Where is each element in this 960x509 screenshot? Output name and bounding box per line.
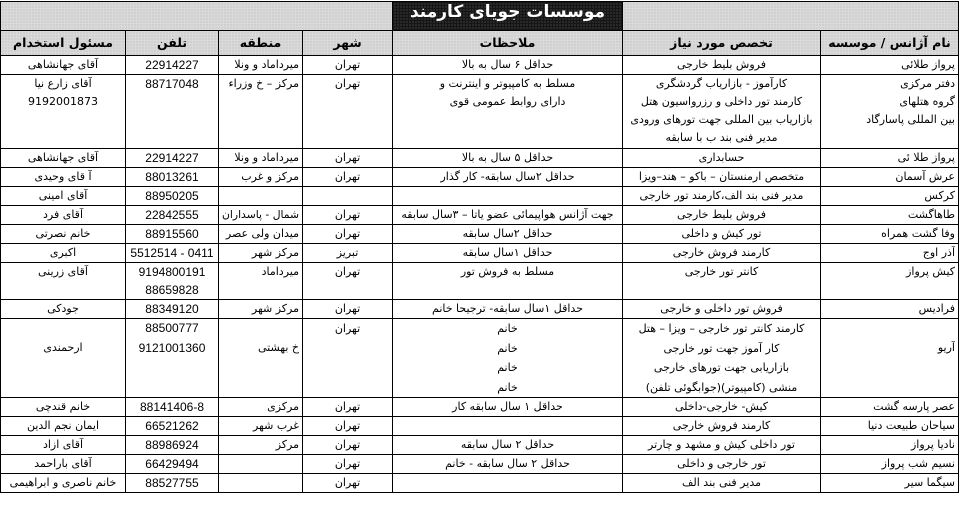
required-specialty: مدیر فنی بند ب با سابقه bbox=[665, 131, 778, 144]
recruiter-name: آقای فرد bbox=[43, 208, 83, 221]
cell-phone bbox=[126, 168, 219, 187]
agency-name: گروه هتلهای bbox=[899, 95, 955, 108]
cell-area bbox=[219, 225, 303, 244]
agency-name: آریو bbox=[937, 341, 955, 354]
cell-name bbox=[821, 225, 959, 244]
table-row bbox=[1, 75, 959, 149]
area-name: شمال - پاسداران bbox=[222, 208, 299, 221]
cell-recruiter bbox=[1, 417, 126, 436]
header-row bbox=[1, 31, 959, 56]
notes-text: مسلط به فروش تور bbox=[460, 265, 555, 278]
notes-text: دارای روابط عمومی قوی bbox=[449, 95, 566, 108]
cell-phone bbox=[126, 436, 219, 455]
cell-area bbox=[219, 455, 303, 474]
area-name: مرکز و غرب bbox=[241, 170, 299, 183]
cell-name bbox=[821, 56, 959, 75]
cell-recruiter bbox=[1, 206, 126, 225]
table-row bbox=[1, 149, 959, 168]
notes-text: حداقل ۵ سال به بالا bbox=[461, 151, 554, 164]
phone-number: 88527755 bbox=[145, 476, 199, 490]
cell-name bbox=[821, 436, 959, 455]
cell-notes bbox=[393, 417, 623, 436]
cell-notes bbox=[393, 149, 623, 168]
phone-number: 88141406-8 bbox=[139, 400, 205, 414]
column-header-notes bbox=[393, 31, 623, 56]
cell-specialty bbox=[623, 225, 821, 244]
phone-number: 88500777 bbox=[145, 321, 199, 335]
column-header-label: منطقه bbox=[239, 35, 282, 50]
phone-number: 88659828 bbox=[145, 283, 199, 297]
city-name: تهران bbox=[334, 457, 361, 470]
cell-notes bbox=[393, 455, 623, 474]
cell-phone bbox=[126, 319, 219, 398]
city-name: تهران bbox=[334, 208, 361, 221]
table-row bbox=[1, 300, 959, 319]
notes-text: حداقل ۲سال سابقه bbox=[462, 227, 553, 240]
cell-name bbox=[821, 149, 959, 168]
cell-notes bbox=[393, 300, 623, 319]
table-row bbox=[1, 474, 959, 493]
title-row bbox=[1, 2, 959, 31]
required-specialty: کارمند فروش خارجی bbox=[672, 246, 771, 259]
column-header-agency bbox=[821, 31, 959, 56]
notes-text: حداقل ۲ سال سابقه bbox=[460, 438, 555, 451]
agency-name: سیگما سیر bbox=[904, 476, 955, 489]
cell-name bbox=[821, 455, 959, 474]
cell-city bbox=[303, 474, 393, 493]
column-header-phone bbox=[126, 31, 219, 56]
cell-phone bbox=[126, 244, 219, 263]
table-row bbox=[1, 319, 959, 398]
column-header-label: تخصص مورد نیاز bbox=[670, 35, 773, 50]
notes-text: حداقل ۶ سال به بالا bbox=[461, 58, 554, 71]
notes-text: خانم bbox=[497, 361, 518, 374]
cell-notes bbox=[393, 187, 623, 206]
table-row bbox=[1, 417, 959, 436]
area-name: مرکزی bbox=[267, 400, 299, 413]
table-row bbox=[1, 398, 959, 417]
table-row bbox=[1, 56, 959, 75]
required-specialty: تور خارجی و داخلی bbox=[677, 457, 766, 470]
cell-specialty bbox=[623, 263, 821, 300]
recruiter-name: 9192001873 bbox=[28, 95, 98, 108]
required-specialty: متخصص ارمنستان – باکو – هند–ویزا bbox=[638, 170, 805, 183]
cell-name bbox=[821, 263, 959, 300]
phone-number: 88986924 bbox=[145, 438, 199, 452]
recruiter-name: آقای امینی bbox=[38, 189, 88, 202]
recruiter-name: آقای زارع نیا bbox=[34, 77, 92, 90]
cell-recruiter bbox=[1, 436, 126, 455]
cell-notes bbox=[393, 168, 623, 187]
cell-city bbox=[303, 263, 393, 300]
cell-specialty bbox=[623, 206, 821, 225]
cell-name bbox=[821, 398, 959, 417]
cell-specialty bbox=[623, 300, 821, 319]
title-side-cell-right bbox=[623, 2, 959, 31]
title-side-cell-left bbox=[1, 2, 393, 31]
required-specialty: مدیر فنی بند الف،کارمند تور خارجی bbox=[639, 189, 804, 202]
cell-phone bbox=[126, 187, 219, 206]
phone-number: 9121001360 bbox=[138, 340, 206, 355]
cell-phone bbox=[126, 225, 219, 244]
cell-city bbox=[303, 168, 393, 187]
cell-name bbox=[821, 206, 959, 225]
cell-specialty bbox=[623, 187, 821, 206]
cell-notes bbox=[393, 206, 623, 225]
area-name: غرب شهر bbox=[252, 419, 299, 432]
notes-text: جهت آژانس هواپیمائی عضو یاتا – ۳سال سابقه bbox=[401, 208, 614, 221]
table-title: موسسات جویای کارمند bbox=[393, 2, 623, 31]
agency-name: کیش پرواز bbox=[906, 265, 955, 278]
table-row bbox=[1, 263, 959, 300]
cell-area bbox=[219, 436, 303, 455]
cell-phone bbox=[126, 263, 219, 300]
city-name: تهران bbox=[334, 151, 361, 164]
cell-area bbox=[219, 187, 303, 206]
agency-name: بین المللی پاسارگاد bbox=[866, 113, 955, 126]
cell-specialty bbox=[623, 455, 821, 474]
cell-recruiter bbox=[1, 398, 126, 417]
notes-text: مسلط به کامپیوتر و اینترنت و bbox=[439, 77, 576, 90]
cell-notes bbox=[393, 474, 623, 493]
cell-name bbox=[821, 244, 959, 263]
cell-notes bbox=[393, 225, 623, 244]
cell-phone bbox=[126, 300, 219, 319]
city-name: تهران bbox=[334, 77, 361, 90]
agency-name: کرکس bbox=[924, 189, 955, 202]
phone-number: 88013261 bbox=[145, 170, 199, 184]
recruiter-name: آقای جهانشاهی bbox=[27, 58, 99, 71]
cell-area bbox=[219, 319, 303, 398]
required-specialty: فروش تور داخلی و خارجی bbox=[660, 302, 783, 315]
cell-phone bbox=[126, 75, 219, 149]
phone-number: 22914227 bbox=[145, 151, 199, 165]
phone-number: 9194800191 bbox=[138, 265, 206, 279]
cell-notes bbox=[393, 263, 623, 300]
cell-recruiter bbox=[1, 75, 126, 149]
required-specialty: کیش- خارجی-داخلی bbox=[674, 400, 768, 413]
cell-notes bbox=[393, 56, 623, 75]
recruiter-name: آقای باراحمد bbox=[34, 457, 92, 470]
table-row bbox=[1, 455, 959, 474]
required-specialty: منشی (کامپیوتر)(جوابگوئی تلفن) bbox=[645, 380, 798, 394]
city-name: تهران bbox=[334, 476, 361, 489]
cell-recruiter bbox=[1, 474, 126, 493]
cell-city bbox=[303, 206, 393, 225]
cell-area bbox=[219, 398, 303, 417]
area-name: مرکز bbox=[275, 438, 299, 451]
table-row bbox=[1, 206, 959, 225]
cell-phone bbox=[126, 56, 219, 75]
cell-area bbox=[219, 75, 303, 149]
required-specialty: کار آموز جهت تور خارجی bbox=[663, 341, 780, 355]
phone-number: 66429494 bbox=[145, 457, 199, 471]
notes-text: حداقل ۲سال سابقه- کار گذار bbox=[440, 170, 575, 183]
phone-number: 88349120 bbox=[145, 302, 199, 316]
cell-city bbox=[303, 225, 393, 244]
cell-name bbox=[821, 300, 959, 319]
area-name: میرداماد و ونلا bbox=[234, 58, 299, 71]
agency-name: طاهاگشت bbox=[907, 208, 955, 221]
cell-city bbox=[303, 187, 393, 206]
cell-city bbox=[303, 149, 393, 168]
city-name: تهران bbox=[334, 322, 361, 335]
phone-number: 88950205 bbox=[145, 189, 199, 203]
table-row bbox=[1, 168, 959, 187]
cell-recruiter bbox=[1, 263, 126, 300]
cell-city bbox=[303, 319, 393, 398]
required-specialty: کارمند فروش خارجی bbox=[672, 419, 771, 432]
cell-phone bbox=[126, 455, 219, 474]
agency-name: عرش آسمان bbox=[895, 170, 955, 183]
cell-area bbox=[219, 244, 303, 263]
column-header-label: نام آژانس / موسسه bbox=[828, 35, 951, 50]
cell-specialty bbox=[623, 56, 821, 75]
area-name: میدان ولی عصر bbox=[225, 227, 299, 240]
recruiter-name: اکبری bbox=[49, 246, 77, 259]
cell-area bbox=[219, 56, 303, 75]
cell-city bbox=[303, 398, 393, 417]
agency-name: فرادیس bbox=[918, 302, 955, 315]
recruiter-name: جودکی bbox=[47, 302, 79, 315]
cell-specialty bbox=[623, 398, 821, 417]
notes-text: حداقل ۱سال سابقه- ترجیحا خانم bbox=[432, 302, 583, 315]
required-specialty: فروش بلیط خارجی bbox=[677, 208, 766, 221]
required-specialty: بازاریاب بین المللی جهت تورهای ورودی bbox=[630, 113, 813, 126]
phone-number: 22842555 bbox=[145, 208, 199, 222]
cell-city bbox=[303, 244, 393, 263]
cell-name bbox=[821, 168, 959, 187]
column-header-label: ملاحظات bbox=[479, 35, 536, 50]
cell-phone bbox=[126, 417, 219, 436]
cell-area bbox=[219, 417, 303, 436]
city-name: تهران bbox=[334, 265, 361, 278]
cell-phone bbox=[126, 398, 219, 417]
table-row bbox=[1, 244, 959, 263]
city-name: تهران bbox=[334, 170, 361, 183]
cell-specialty bbox=[623, 417, 821, 436]
cell-name bbox=[821, 474, 959, 493]
cell-area bbox=[219, 474, 303, 493]
area-name: میرداماد و ونلا bbox=[234, 151, 299, 164]
cell-notes bbox=[393, 244, 623, 263]
table-body bbox=[1, 56, 959, 493]
city-name: تهران bbox=[334, 227, 361, 240]
cell-recruiter bbox=[1, 300, 126, 319]
column-header-label: مسئول استخدام bbox=[13, 35, 113, 50]
table-row bbox=[1, 187, 959, 206]
agency-name: پرواز طلا ئی bbox=[897, 151, 955, 164]
cell-name bbox=[821, 75, 959, 149]
cell-name bbox=[821, 417, 959, 436]
cell-specialty bbox=[623, 149, 821, 168]
phone-number: 66521262 bbox=[145, 419, 199, 433]
recruiter-name: خانم ناصری و ابراهیمی bbox=[9, 476, 117, 489]
required-specialty: تور کیش و داخلی bbox=[681, 227, 762, 240]
notes-text: حداقل ۱سال سابقه bbox=[462, 246, 553, 259]
agency-name: آذر اوج bbox=[922, 246, 955, 259]
area-name: مرکز شهر bbox=[251, 246, 299, 259]
column-header-area bbox=[219, 31, 303, 56]
required-specialty: بازاریابی جهت تورهای خارجی bbox=[653, 361, 790, 374]
cell-recruiter bbox=[1, 187, 126, 206]
recruiter-name: خانم قندچی bbox=[35, 400, 91, 413]
cell-phone bbox=[126, 206, 219, 225]
cell-recruiter bbox=[1, 455, 126, 474]
agency-name: نسیم شب پرواز bbox=[881, 457, 955, 470]
phone-number: 5512514 - 0411 bbox=[130, 246, 214, 260]
city-name: تهران bbox=[334, 438, 361, 451]
recruiter-name: آقای جهانشاهی bbox=[27, 151, 99, 164]
column-header-city bbox=[303, 31, 393, 56]
cell-area bbox=[219, 149, 303, 168]
column-header-recruiter bbox=[1, 31, 126, 56]
cell-recruiter bbox=[1, 225, 126, 244]
cell-city bbox=[303, 455, 393, 474]
agency-name: عصر پارسه گشت bbox=[873, 400, 955, 413]
required-specialty: تور داخلی کیش و مشهد و چارتر bbox=[648, 438, 795, 451]
agency-name: سیاحان طبیعت دنیا bbox=[867, 419, 955, 432]
cell-phone bbox=[126, 474, 219, 493]
agency-name: نادیا پرواز bbox=[910, 438, 955, 451]
cell-city bbox=[303, 56, 393, 75]
phone-number: 88717048 bbox=[145, 77, 199, 91]
column-header-specialty bbox=[623, 31, 821, 56]
cell-area bbox=[219, 300, 303, 319]
cell-notes bbox=[393, 75, 623, 149]
cell-phone bbox=[126, 149, 219, 168]
notes-text: خانم bbox=[497, 380, 518, 394]
cell-recruiter bbox=[1, 168, 126, 187]
notes-text: خانم bbox=[497, 322, 518, 335]
recruiter-name: آقای ازاد bbox=[42, 438, 84, 451]
table-head bbox=[1, 2, 959, 56]
column-header-label: تلفن bbox=[156, 35, 188, 50]
cell-notes bbox=[393, 436, 623, 455]
area-name: میرداماد bbox=[261, 265, 299, 278]
cell-notes bbox=[393, 319, 623, 398]
notes-text: حداقل ۲ سال سابقه - خانم bbox=[445, 457, 570, 470]
cell-city bbox=[303, 436, 393, 455]
recruiter-name: آقای زرینی bbox=[38, 265, 88, 278]
city-name: تهران bbox=[334, 58, 361, 71]
cell-area bbox=[219, 263, 303, 300]
required-specialty: کارمند کانتر تور خارجی – ویزا – هتل bbox=[638, 322, 805, 335]
required-specialty: کارآموز - بازاریاب گردشگری bbox=[655, 77, 788, 90]
cell-specialty bbox=[623, 436, 821, 455]
cell-specialty bbox=[623, 319, 821, 398]
phone-number: 88915560 bbox=[145, 227, 199, 241]
table-row bbox=[1, 225, 959, 244]
city-name: تهران bbox=[334, 419, 361, 432]
cell-notes bbox=[393, 398, 623, 417]
cell-area bbox=[219, 168, 303, 187]
cell-city bbox=[303, 300, 393, 319]
cell-city bbox=[303, 75, 393, 149]
employers-table bbox=[0, 1, 959, 493]
required-specialty: کارمند تور داخلی و رزرواسیون هتل bbox=[640, 95, 803, 108]
area-name: مرکز شهر bbox=[251, 302, 299, 315]
column-header-label: شهر bbox=[333, 35, 362, 50]
cell-name bbox=[821, 187, 959, 206]
recruiter-name: خانم نصرتی bbox=[35, 227, 91, 240]
recruiter-name: آ قای وحیدی bbox=[34, 170, 92, 183]
cell-recruiter bbox=[1, 244, 126, 263]
cell-specialty bbox=[623, 244, 821, 263]
city-name: تهران bbox=[334, 400, 361, 413]
required-specialty: مدیر فنی بند الف bbox=[682, 476, 761, 489]
cell-specialty bbox=[623, 168, 821, 187]
cell-specialty bbox=[623, 75, 821, 149]
city-name: تبریز bbox=[336, 246, 359, 259]
table-row bbox=[1, 436, 959, 455]
agency-name: پرواز طلائی bbox=[901, 58, 955, 71]
cell-area bbox=[219, 206, 303, 225]
required-specialty: فروش بلیط خارجی bbox=[677, 58, 766, 71]
cell-recruiter bbox=[1, 149, 126, 168]
phone-number: 22914227 bbox=[145, 58, 199, 72]
agency-name: وفا گشت همراه bbox=[881, 227, 955, 240]
cell-recruiter bbox=[1, 319, 126, 398]
area-name: خ بهشتی bbox=[257, 341, 299, 354]
cell-city bbox=[303, 417, 393, 436]
recruiter-name: ایمان نجم الدین bbox=[27, 419, 99, 432]
notes-text: خانم bbox=[497, 341, 518, 355]
area-name: مرکز – خ وزراء bbox=[228, 77, 299, 90]
cell-recruiter bbox=[1, 56, 126, 75]
city-name: تهران bbox=[334, 302, 361, 315]
cell-name bbox=[821, 319, 959, 398]
notes-text: حداقل ۱ سال سابقه کار bbox=[452, 400, 563, 413]
required-specialty: کانتر تور خارجی bbox=[684, 265, 759, 278]
recruiter-name: ارحمندی bbox=[43, 341, 83, 354]
cell-specialty bbox=[623, 474, 821, 493]
required-specialty: حسابداری bbox=[698, 151, 745, 164]
agency-name: دفتر مرکزی bbox=[900, 77, 955, 90]
